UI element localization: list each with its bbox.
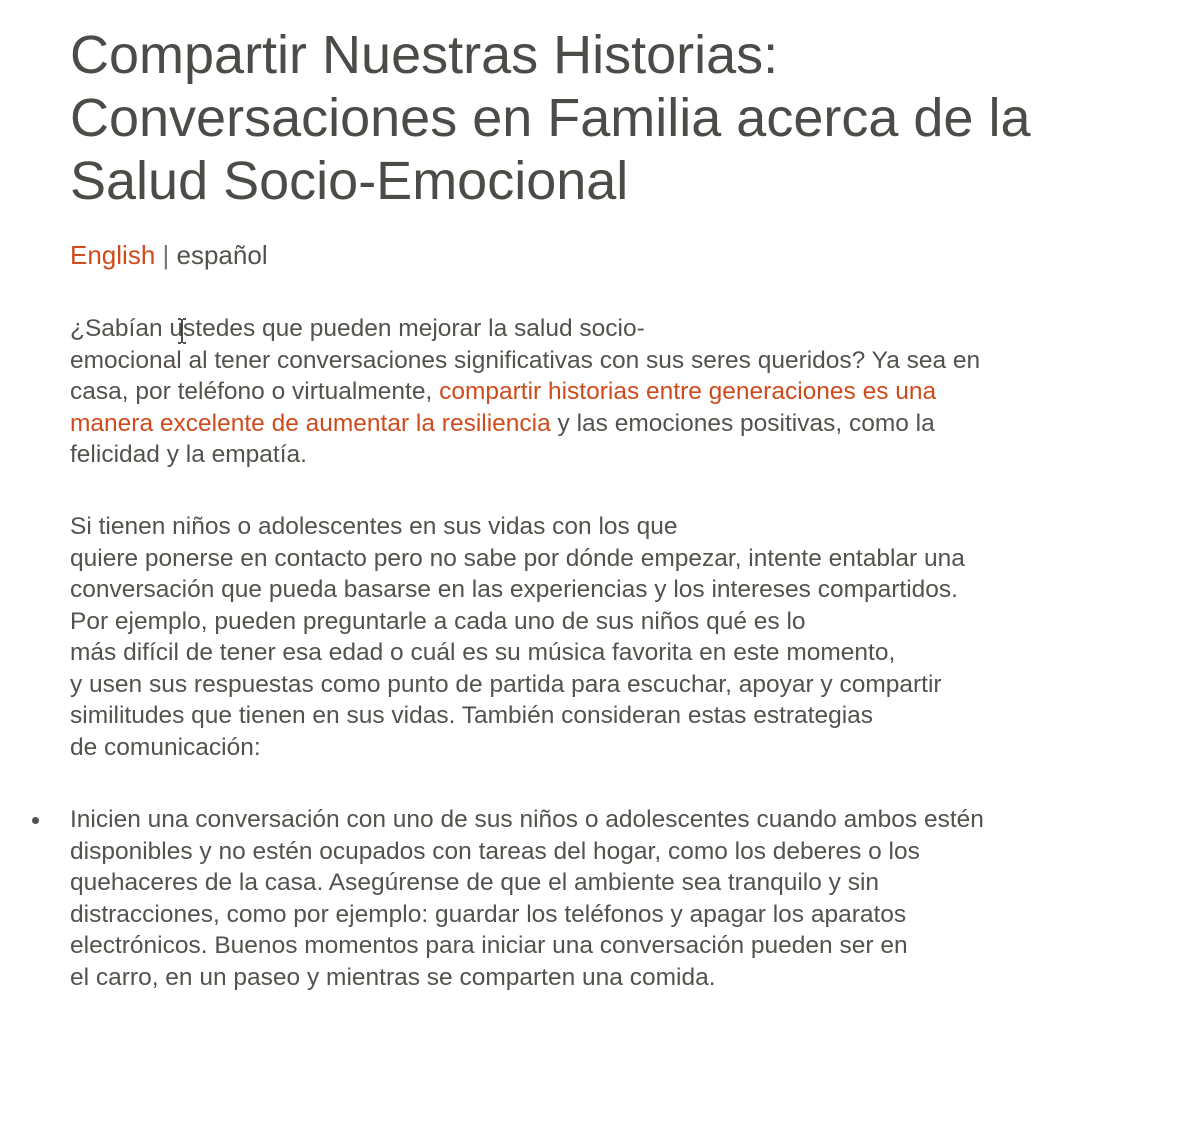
paragraph-line: quiere ponerse en contacto pero no sabe por dónde empezar, intente entablar una <box>70 544 965 572</box>
paragraph-line <box>70 408 1180 440</box>
language-separator: | <box>162 240 170 270</box>
page-title-line: Conversaciones en Familia acerca de la <box>70 88 1031 148</box>
page-title-line: Compartir Nuestras Historias: <box>70 25 779 85</box>
list-item-line: electrónicos. Buenos momentos para iniciar una conversación pueden ser en <box>70 932 908 959</box>
paragraph-line: de comunicación: <box>70 733 261 761</box>
paragraph-line: ¿Sabían ustedes que pueden mejorar la salud socio- <box>70 315 645 342</box>
communication-paragraph <box>70 511 1180 763</box>
paragraph-text: y las emociones positivas, como la <box>550 409 935 437</box>
paragraph-line: felicidad y la empatía. <box>70 441 307 468</box>
paragraph-line: más difícil de tener esa edad o cuál es su música favorita en este momento, <box>70 639 896 666</box>
page-title <box>70 24 1150 213</box>
text-cursor-icon <box>175 318 189 344</box>
list-item <box>0 804 984 993</box>
list-item-line: disponibles y no estén ocupados con tareas del hogar, como los deberes o los <box>70 837 920 865</box>
intro-paragraph <box>70 313 1180 471</box>
current-language-label: español <box>176 240 268 270</box>
paragraph-text: casa, por teléfono o virtualmente, <box>70 378 440 405</box>
storytelling-resilience-link[interactable]: compartir historias entre generaciones es una <box>439 378 937 405</box>
paragraph-line: y usen sus respuestas como punto de partida para escuchar, apoyar y compartir <box>70 670 942 698</box>
english-language-link[interactable]: English <box>70 240 156 270</box>
storytelling-resilience-link[interactable]: manera excelente de aumentar la resiliencia <box>70 409 551 437</box>
paragraph-line: similitudes que tienen en sus vidas. También consideran estas estrategias <box>70 702 874 729</box>
list-item-line: quehaceres de la casa. Asegúrense de que el ambiente sea tranquilo y sin <box>70 869 880 896</box>
paragraph-line <box>70 376 1180 408</box>
page-title-line: Salud Socio-Emocional <box>70 151 629 211</box>
paragraph-line: Si tienen niños o adolescentes en sus vidas con los que <box>70 513 678 540</box>
bullet-icon <box>32 817 39 824</box>
paragraph-line: conversación que pueda basarse en las experiencias y los intereses compartidos. <box>70 576 958 603</box>
list-item-line: distracciones, como por ejemplo: guardar los teléfonos y apagar los aparatos <box>70 900 907 928</box>
language-switcher <box>70 240 268 270</box>
paragraph-line: Por ejemplo, pueden preguntarle a cada uno de sus niños qué es lo <box>70 607 806 635</box>
list-item-line: el carro, en un paseo y mientras se comparten una comida. <box>70 963 716 991</box>
paragraph-line: emocional al tener conversaciones significativas con sus seres queridos? Ya sea en <box>70 346 981 374</box>
list-item-line: Inicien una conversación con uno de sus niños o adolescentes cuando ambos estén <box>70 806 984 833</box>
strategies-list <box>0 804 984 993</box>
